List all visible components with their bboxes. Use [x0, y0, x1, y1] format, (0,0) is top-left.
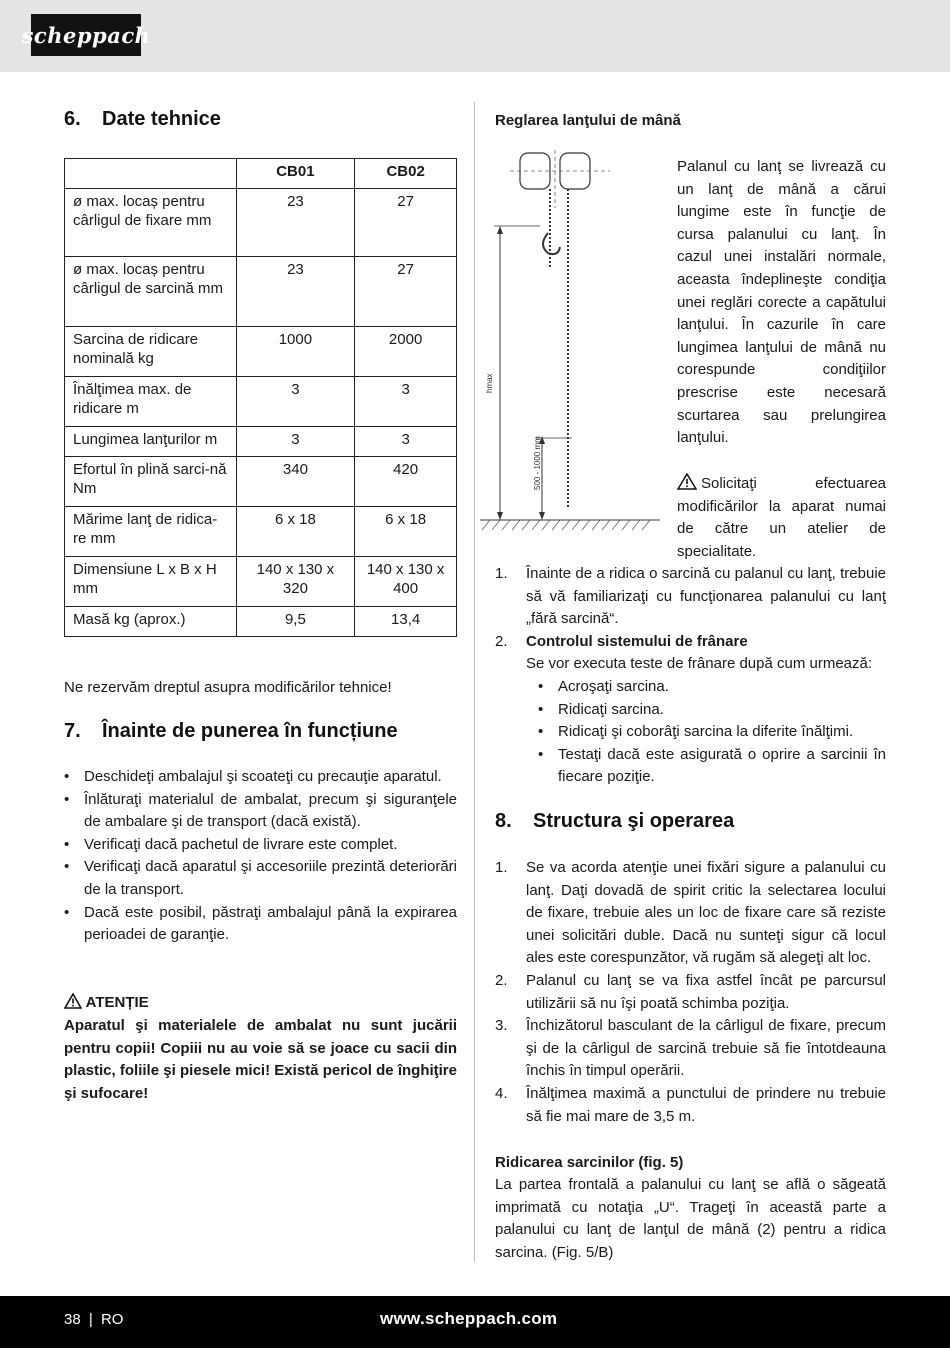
list-item: • Acroşaţi sarcina.	[538, 676, 886, 699]
table-cell: Masă kg (aprox.)	[65, 607, 237, 637]
reserve-note: Ne rezervăm dreptul asupra modificărilor tehnice!	[64, 679, 392, 696]
table-cell: 140 x 130 x 320	[236, 557, 355, 607]
list-item: • Verificaţi dacă pachetul de livrare este complet.	[64, 834, 457, 857]
section-8-heading	[495, 810, 734, 833]
warning-triangle-icon	[677, 473, 697, 490]
range-label: 500 - 1000 mm	[533, 436, 542, 490]
table-cell: ø max. locaș pentru cârligul de fixare mm	[65, 189, 237, 257]
brake-test-list	[538, 676, 886, 789]
height-label: hmax	[485, 373, 494, 393]
list-item: • Ridicaţi sarcina.	[538, 699, 886, 722]
list-item: • Testaţi dacă este asigurată o oprire a sarcinii în fiecare poziţie.	[538, 744, 886, 789]
table-cell: 9,5	[236, 607, 355, 637]
table-cell: 3	[236, 427, 355, 457]
table-row	[65, 189, 457, 257]
table-cell: 3	[355, 377, 457, 427]
footer-bar	[0, 1296, 950, 1348]
list-item: • Ridicaţi şi coborâţi sarcina la diferite înălţimi.	[538, 721, 886, 744]
chain-adjust-text: Palanul cu lanţ se livrează cu un lanţ de mână a cărui lungime este în funcţie de cursa palanului cu lanţ. În cazul unei instalări normale, aceasta îndeplineşte condiţia unei reglări corecte a capătului lanţului. În cazurile în care lungimea lanţului de mână nu corespunde condiţiilor prescrise este necesară scurtarea sau prelungirea lanţului.	[677, 158, 886, 447]
section-title: Înainte de punerea în funcțiune	[102, 720, 398, 742]
table-cell: 140 x 130 x 400	[355, 557, 457, 607]
table-cell: 2000	[355, 327, 457, 377]
page-number: 38	[64, 1311, 81, 1328]
list-item	[495, 631, 886, 676]
table-cell: ø max. locaș pentru cârligul de sarcină mm	[65, 257, 237, 327]
table-cell: 6 x 18	[236, 507, 355, 557]
list-item	[495, 970, 886, 1015]
table-cell: Mărime lanţ de ridica-re mm	[65, 507, 237, 557]
column-divider	[474, 102, 475, 1262]
chain-hoist-figure	[480, 148, 660, 548]
list-item: • Înlăturaţi materialul de ambalat, precum şi siguranţele de ambalare şi de transport (dacă există).	[64, 789, 457, 834]
table-cell: 6 x 18	[355, 507, 457, 557]
language-code: RO	[100, 1311, 124, 1328]
table-cell: 1000	[236, 327, 355, 377]
table-cell: 3	[355, 427, 457, 457]
item-text: Înălţimea maximă a punctului de prindere nu trebuie să fie mai mare de 3,5 m.	[526, 1084, 886, 1125]
table-row	[65, 327, 457, 377]
item-number: 3.	[495, 1017, 508, 1035]
section-title: Date tehnice	[102, 108, 221, 130]
table-row	[65, 507, 457, 557]
list-item	[495, 563, 886, 631]
section-number: 8.	[495, 810, 512, 832]
list-item: • Verificaţi dacă aparatul şi accesoriile prezintă deteriorări de la transport.	[64, 856, 457, 901]
table-cell: 3	[236, 377, 355, 427]
item-text: Se vor executa teste de frânare după cum urmează:	[526, 655, 873, 673]
item-text: Închizătorul basculant de la cârligul de fixare, precum şi de la cârligul de sarcină trebuie să fie întotdeauna închis în timpul operării.	[526, 1017, 886, 1080]
section-title: Structura şi operarea	[533, 810, 735, 832]
table-row	[65, 377, 457, 427]
table-cell: 420	[355, 457, 457, 507]
lifting-heading: Ridicarea sarcinilor (fig. 5)	[495, 1154, 684, 1171]
spec-table	[64, 158, 457, 637]
table-cell: Lungimea lanţurilor m	[65, 427, 237, 457]
precheck-list	[495, 563, 886, 676]
item-title: Controlul sistemului de frânare	[526, 632, 748, 650]
table-cell: 23	[236, 189, 355, 257]
table-cell: 27	[355, 257, 457, 327]
table-cell: 23	[236, 257, 355, 327]
table-cell: Sarcina de ridicare nominală kg	[65, 327, 237, 377]
table-cell: Înălţimea max. de ridicare m	[65, 377, 237, 427]
website-link[interactable]: www.scheppach.com	[380, 1309, 558, 1328]
table-row	[65, 557, 457, 607]
section-6-heading	[64, 108, 221, 131]
table-header-row	[65, 159, 457, 189]
item-number: 2.	[495, 971, 508, 989]
table-header-cell: CB01	[236, 159, 355, 189]
item-text: Înainte de a ridica o sarcină cu palanul cu lanţ, trebuie să vă familiarizaţi cu funcţionarea palanului cu lanţ „fără sarcină“.	[526, 565, 886, 628]
section-number: 7.	[64, 720, 81, 742]
item-text: Palanul cu lanţ se va fixa astfel încât pe parcursul utilizării să nu îşi poată schimba poziţia.	[526, 971, 886, 1012]
warning-text: Solicitaţi efectuarea modificărilor la aparat numai de către un atelier de specialitate.	[677, 475, 886, 560]
lifting-text: La partea frontală a palanului cu lanţ se află o săgeată imprimată cu notaţia „U“. Trageţi în această parte a palanului cu lanţ de lanţul de mână (2) pentru a ridica sarcina. (Fig. 5/B)	[495, 1176, 886, 1261]
chain-adjust-heading: Reglarea lanţului de mână	[495, 112, 681, 129]
item-number: 4.	[495, 1084, 508, 1102]
attention-title: ATENȚIE	[85, 994, 149, 1011]
attention-heading	[64, 992, 457, 1015]
item-text: Se va acorda atenţie unei fixări sigure a palanului cu lanţ. Daţi dovadă de spirit critic la selectarea locului de fixare, trebuie ales un loc de fixare care să reziste unei solicitări duble. Dacă nu sunteţi sigur că locul ales este corespunzător, vă rugăm să alegeţi alt loc.	[526, 859, 886, 967]
header-bar	[0, 0, 950, 72]
table-row	[65, 607, 457, 637]
table-cell: Dimensiune L x B x H mm	[65, 557, 237, 607]
page-separator: |	[88, 1311, 93, 1328]
operation-list	[495, 857, 886, 1128]
list-item: • Dacă este posibil, păstraţi ambalajul până la expirarea perioadei de garanţie.	[64, 902, 457, 947]
section-number: 6.	[64, 108, 81, 130]
table-cell: 13,4	[355, 607, 457, 637]
section-7-heading	[64, 720, 398, 743]
item-number: 1.	[495, 565, 508, 582]
unpacking-list	[64, 766, 457, 947]
page-indicator	[64, 1311, 123, 1328]
table-cell: 340	[236, 457, 355, 507]
brand-logo[interactable]: scheppach	[31, 14, 141, 56]
attention-text: Aparatul şi materialele de ambalat nu sunt jucării pentru copii! Copiii nu au voie să se joace cu sacii din plastic, foliile şi piesele mici! Există pericol de înghiţire şi sufocare!	[64, 1017, 457, 1102]
workshop-warning	[677, 473, 886, 563]
table-row	[65, 457, 457, 507]
list-item	[495, 1015, 886, 1083]
item-number: 1.	[495, 859, 508, 876]
list-item: • Deschideţi ambalajul şi scoateţi cu precauţie aparatul.	[64, 766, 457, 789]
table-row	[65, 427, 457, 457]
table-header-cell: CB02	[355, 159, 457, 189]
item-number: 2.	[495, 632, 508, 650]
list-item	[495, 1083, 886, 1128]
table-row	[65, 257, 457, 327]
table-header-cell	[65, 159, 237, 189]
table-cell: Efortul în plină sarci-nă Nm	[65, 457, 237, 507]
table-cell: 27	[355, 189, 457, 257]
list-item	[495, 857, 886, 970]
warning-triangle-icon	[64, 993, 82, 1009]
